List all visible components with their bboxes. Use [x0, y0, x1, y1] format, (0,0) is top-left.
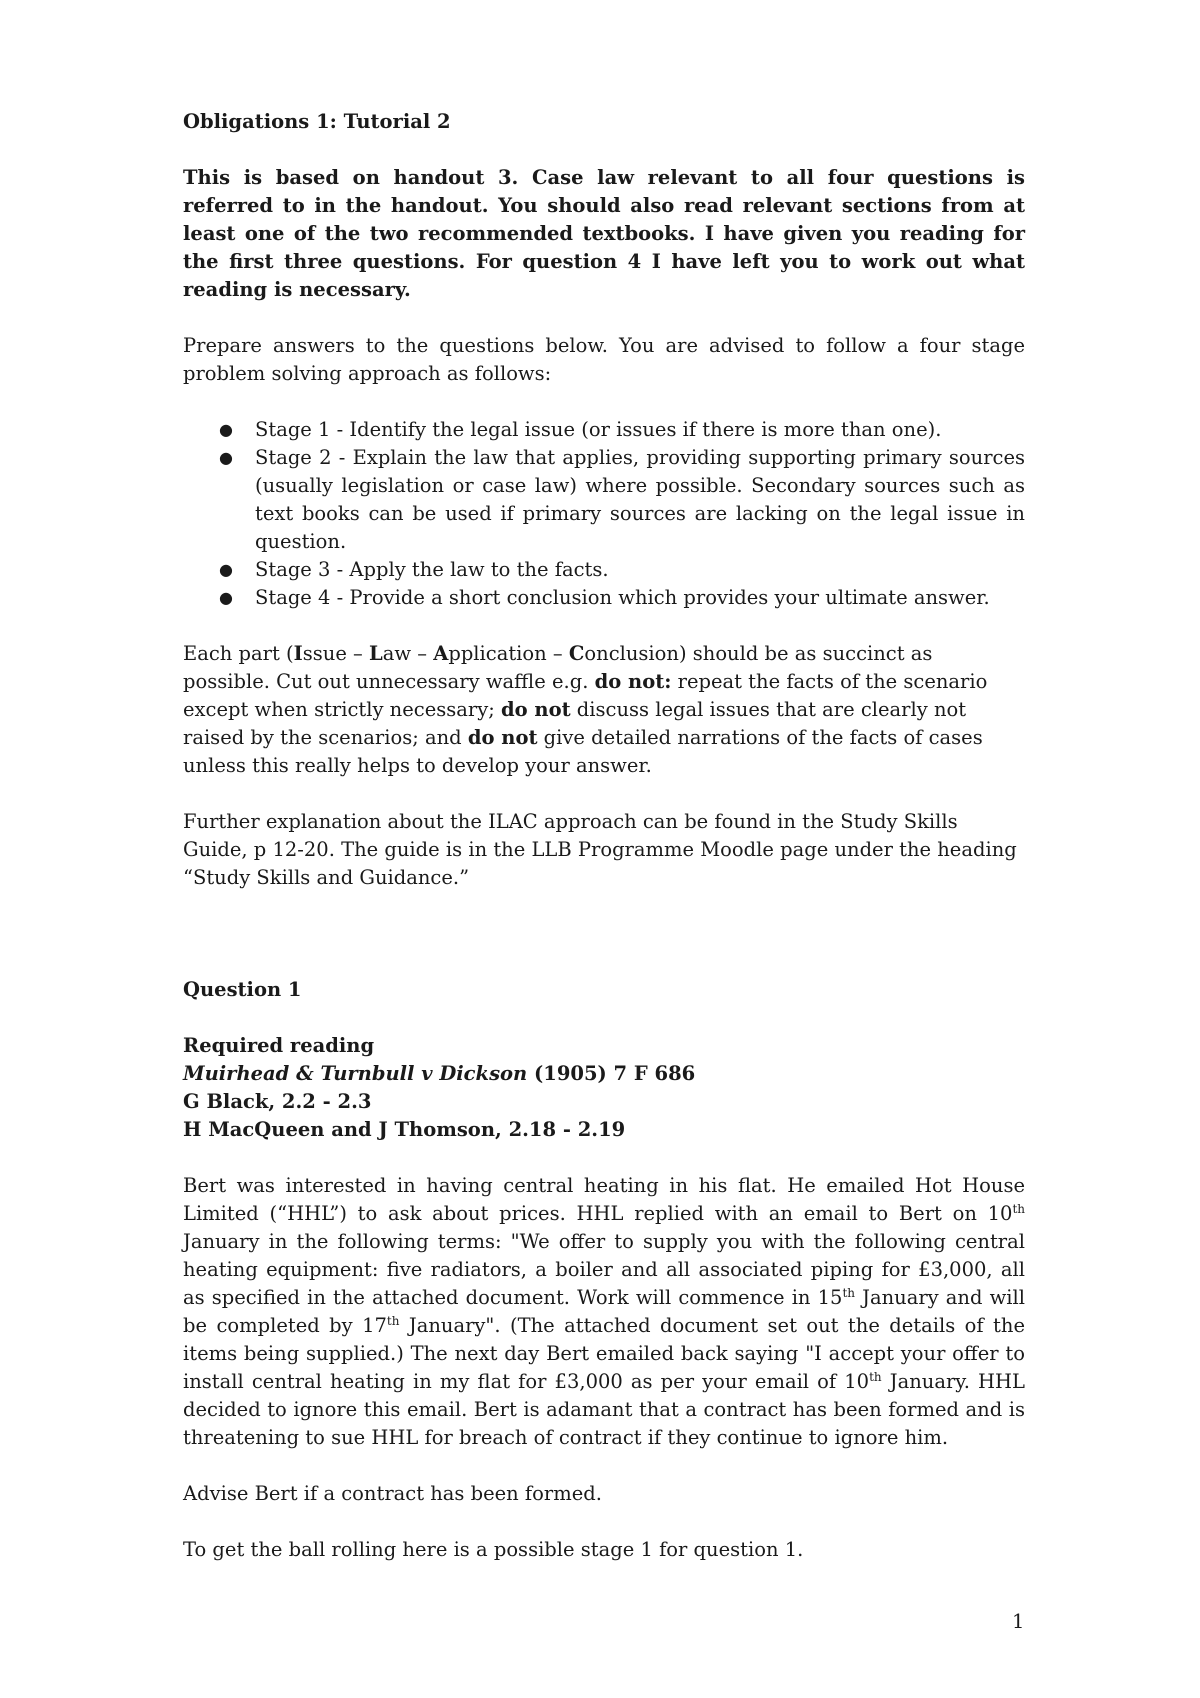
list-item — [183, 416, 1025, 444]
question-1-heading: Question 1 — [183, 978, 302, 1001]
stage-text: Stage 4 - Provide a short conclusion which provides your ultimate answer. — [255, 586, 990, 609]
ordinal-suffix: th — [386, 1314, 400, 1328]
bullet-icon: ● — [219, 560, 233, 579]
do-not-emphasis: do not — [467, 726, 538, 749]
case-citation: (1905) 7 F 686 — [527, 1062, 696, 1085]
further-paragraph: Further explanation about the ILAC approach can be found in the Study Skills Guide, p 12-20. The guide is in the LLB Programme Moodle page under the heading “Study Skills and Guidance.” — [183, 810, 1017, 889]
ilac-text: Each part ( — [183, 642, 294, 665]
scenario-paragraph — [183, 1172, 1025, 1452]
ilac-text: repeat the facts of the scenario except when strictly necessary; — [183, 670, 988, 721]
ilac-text: give detailed narrations of the facts of cases unless this really helps to develop your answer. — [183, 726, 983, 777]
scenario-text: January. HHL decided to ignore this email. Bert is adamant that a contract has been formed and is threatening to sue HHL for breach of contract if they continue to ignore him. — [183, 1370, 1025, 1449]
ilac-text: ssue – — [302, 642, 370, 665]
do-not-emphasis: do not — [500, 698, 571, 721]
ilac-text: pplication – — [448, 642, 569, 665]
ordinal-suffix: th — [842, 1286, 855, 1300]
ilac-letter-l: L — [369, 642, 383, 665]
ilac-letter-c: C — [568, 642, 585, 665]
scenario-text: January in the following terms: "We offer to supply you with the following central heating equipment: five radiators, a boiler and all associated piping for £3,000, all as specified in the attached document. Work will commence in 15 — [183, 1230, 1025, 1309]
stage-text: Stage 1 - Identify the legal issue (or issues if there is more than one). — [255, 418, 942, 441]
document-page — [183, 108, 1025, 1564]
ilac-text: aw – — [382, 642, 434, 665]
ilac-text: discuss legal issues that are clearly not raised by the scenarios; and — [183, 698, 967, 749]
ball-rolling-paragraph: To get the ball rolling here is a possible stage 1 for question 1. — [183, 1538, 804, 1561]
list-item — [183, 556, 1025, 584]
ilac-text: onclusion) should be as succinct as possible. Cut out unnecessary waffle e.g. — [183, 642, 933, 693]
ilac-letter-i: I — [293, 642, 303, 665]
advise-paragraph: Advise Bert if a contract has been formed. — [183, 1482, 602, 1505]
scenario-text: Bert was interested in having central heating in his flat. He emailed Hot House Limited (“HHL”) to ask about prices. HHL replied with an email to Bert on 10 — [183, 1174, 1025, 1225]
prepare-paragraph: Prepare answers to the questions below. You are advised to follow a four stage problem solving approach as follows: — [183, 334, 1025, 385]
reading-macqueen: H MacQueen and J Thomson, 2.18 - 2.19 — [183, 1118, 626, 1141]
bullet-icon: ● — [219, 588, 233, 607]
bullet-icon: ● — [219, 420, 233, 439]
page-number: 1 — [1012, 1610, 1025, 1633]
stage-text: Stage 2 - Explain the law that applies, providing supporting primary sources (usually legislation or case law) where possible. Secondary sources such as text books can be used if primary sources are lacking on the legal issue in question. — [255, 446, 1025, 553]
ordinal-suffix: th — [1012, 1202, 1025, 1216]
scenario-text: January and will be completed by 17 — [183, 1286, 1025, 1337]
case-name: Muirhead & Turnbull v Dickson — [183, 1062, 528, 1085]
do-not-emphasis: do not: — [594, 670, 672, 693]
stage-text: Stage 3 - Apply the law to the facts. — [255, 558, 609, 581]
document-title: Obligations 1: Tutorial 2 — [183, 110, 451, 133]
scenario-text: January". (The attached document set out the details of the items being supplied.) The next day Bert emailed back saying "I accept your offer to install central heating in my flat for £3,000 as per your email of 10 — [183, 1314, 1025, 1393]
list-item — [183, 444, 1025, 556]
required-reading-heading: Required reading — [183, 1034, 375, 1057]
ordinal-suffix: th — [869, 1370, 882, 1384]
reading-case — [183, 1060, 1025, 1088]
intro-paragraph: This is based on handout 3. Case law relevant to all four questions is referred to in the handout. You should also read relevant sections from at least one of the two recommended textbooks. I have given you reading for the first three questions. For question 4 I have left you to work out what reading is necessary. — [183, 166, 1025, 301]
ilac-letter-a: A — [433, 642, 449, 665]
bullet-icon: ● — [219, 448, 233, 467]
reading-black: G Black, 2.2 - 2.3 — [183, 1090, 372, 1113]
ilac-paragraph — [183, 640, 1025, 780]
list-item — [183, 584, 1025, 612]
stages-list — [183, 416, 1025, 612]
